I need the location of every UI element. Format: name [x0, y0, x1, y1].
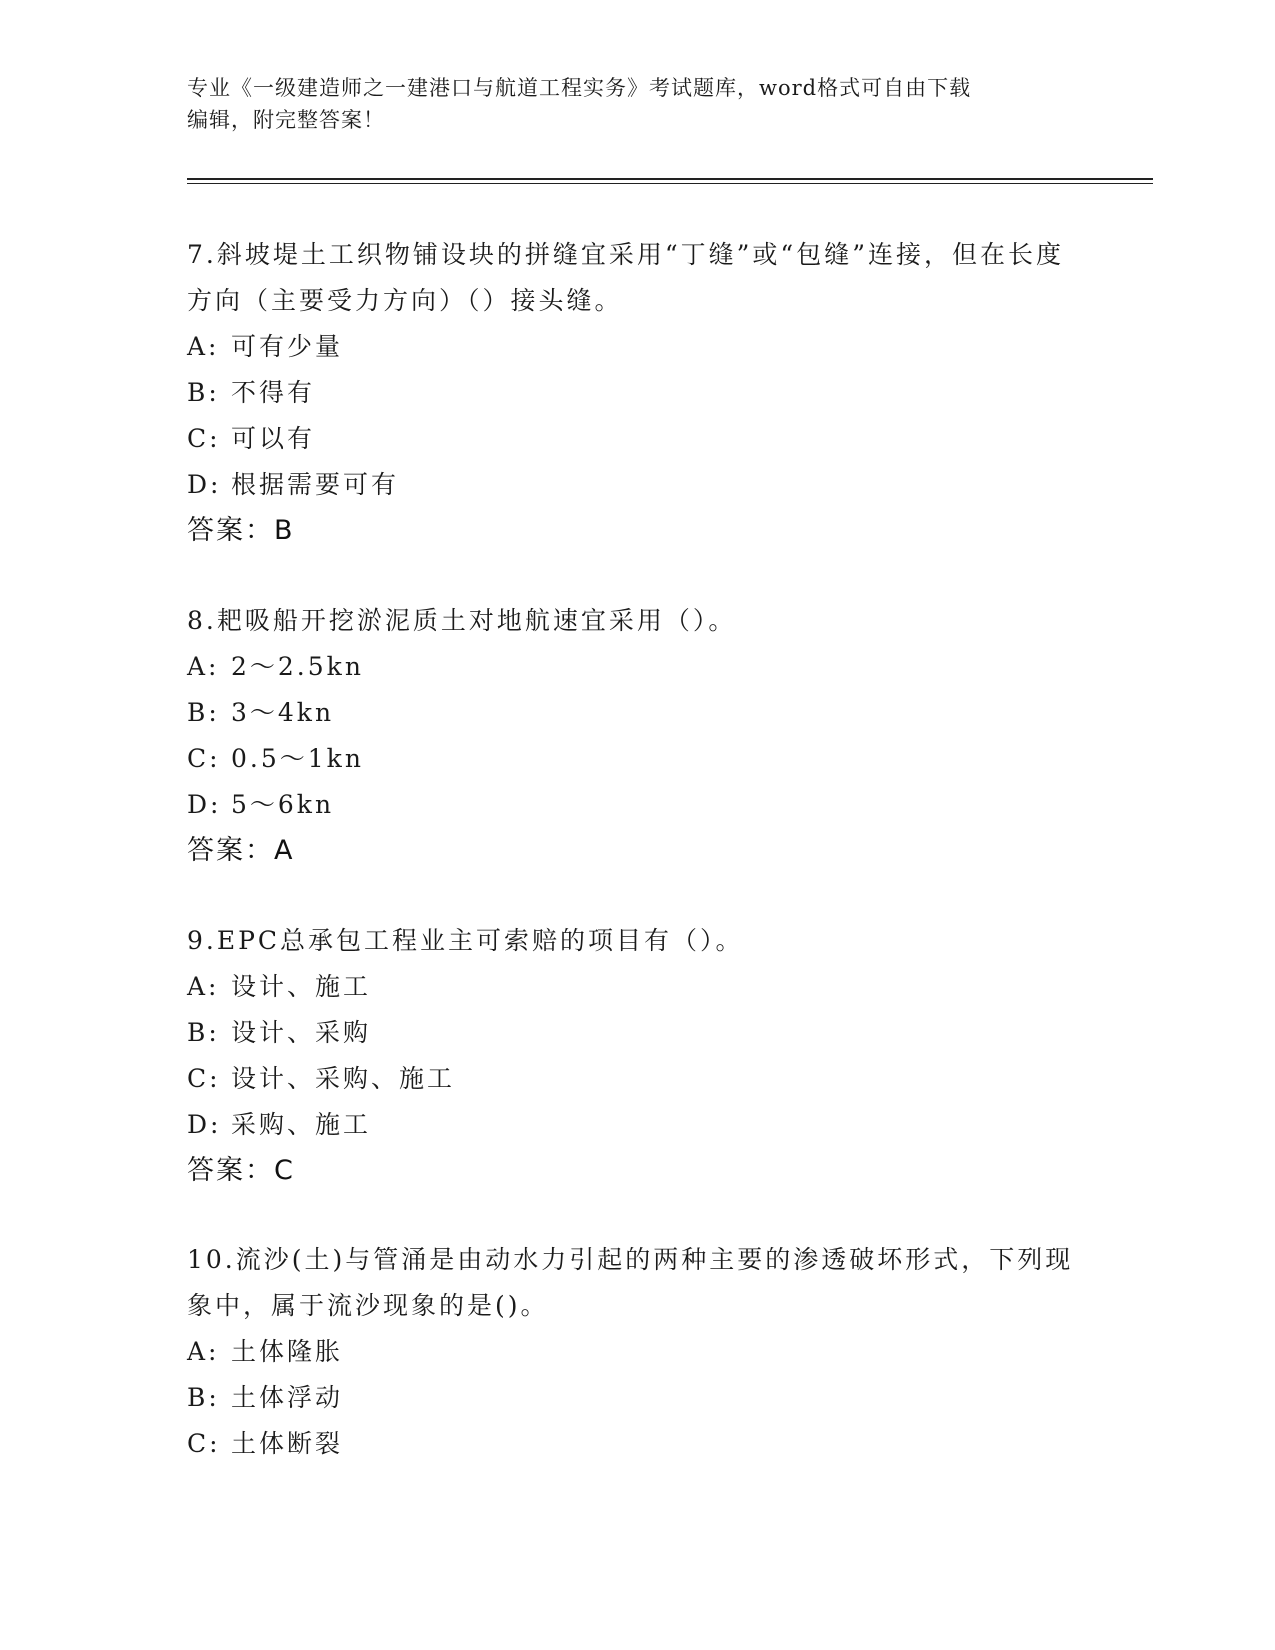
question-stem: 8.耙吸船开挖淤泥质土对地航速宜采用（）。 [187, 606, 737, 635]
option-c [187, 1056, 1087, 1102]
option-key: D: [187, 470, 222, 499]
option-text: 2～2.5kn [231, 652, 364, 681]
option-key: D: [187, 1110, 222, 1139]
option-d [187, 462, 1087, 508]
option-a [187, 964, 1087, 1010]
header-line-1: 专业《一级建造师之一建港口与航道工程实务》考试题库，word格式可自由下载 [187, 76, 972, 100]
option-key: B: [187, 1018, 220, 1047]
answer-line: 答案：A [187, 835, 295, 866]
option-text: 土体隆胀 [231, 1337, 344, 1366]
answer-line: 答案：C [187, 1155, 295, 1186]
option-c [187, 1421, 1087, 1467]
document-header [187, 72, 1067, 136]
option-a [187, 1329, 1087, 1375]
option-d [187, 782, 1087, 828]
header-line-2: 编辑，附完整答案！ [187, 108, 385, 132]
option-key: B: [187, 1383, 220, 1412]
option-b [187, 690, 1087, 736]
option-key: A: [187, 652, 220, 681]
option-text: 设计、采购 [231, 1018, 372, 1047]
question-8 [187, 598, 1087, 874]
option-text: 0.5～1kn [231, 744, 364, 773]
option-text: 3～4kn [231, 698, 335, 727]
option-key: C: [187, 1064, 221, 1093]
header-divider-thick [187, 178, 1153, 180]
option-b [187, 370, 1087, 416]
option-text: 土体浮动 [231, 1383, 344, 1412]
option-b [187, 1010, 1087, 1056]
option-text: 采购、施工 [231, 1110, 372, 1139]
option-key: C: [187, 424, 221, 453]
option-text: 5～6kn [231, 790, 335, 819]
option-c [187, 736, 1087, 782]
answer-line: 答案：B [187, 515, 295, 546]
option-text: 土体断裂 [231, 1429, 344, 1458]
option-key: A: [187, 332, 220, 361]
option-key: B: [187, 698, 220, 727]
question-10 [187, 1237, 1087, 1467]
option-b [187, 1375, 1087, 1421]
option-key: A: [187, 1337, 220, 1366]
option-key: C: [187, 1429, 221, 1458]
question-stem: 7.斜坡堤土工织物铺设块的拼缝宜采用“丁缝”或“包缝”连接，但在长度方向（主要受力方向）（）接头缝。 [187, 240, 1064, 315]
option-key: D: [187, 790, 222, 819]
option-a [187, 324, 1087, 370]
option-text: 可有少量 [231, 332, 344, 361]
option-text: 不得有 [231, 378, 316, 407]
option-d [187, 1102, 1087, 1148]
option-a [187, 644, 1087, 690]
question-9 [187, 918, 1087, 1194]
question-stem: 9.EPC总承包工程业主可索赔的项目有（）。 [187, 926, 744, 955]
option-text: 设计、施工 [231, 972, 372, 1001]
option-text: 设计、采购、施工 [231, 1064, 456, 1093]
option-text: 根据需要可有 [231, 470, 400, 499]
question-stem: 10.流沙(土)与管涌是由动水力引起的两种主要的渗透破坏形式，下列现象中，属于流沙现象的是()。 [187, 1245, 1074, 1320]
option-key: C: [187, 744, 221, 773]
option-c [187, 416, 1087, 462]
option-key: B: [187, 378, 220, 407]
option-text: 可以有 [231, 424, 316, 453]
header-divider-thin [187, 183, 1153, 184]
question-7 [187, 232, 1087, 554]
option-key: A: [187, 972, 220, 1001]
